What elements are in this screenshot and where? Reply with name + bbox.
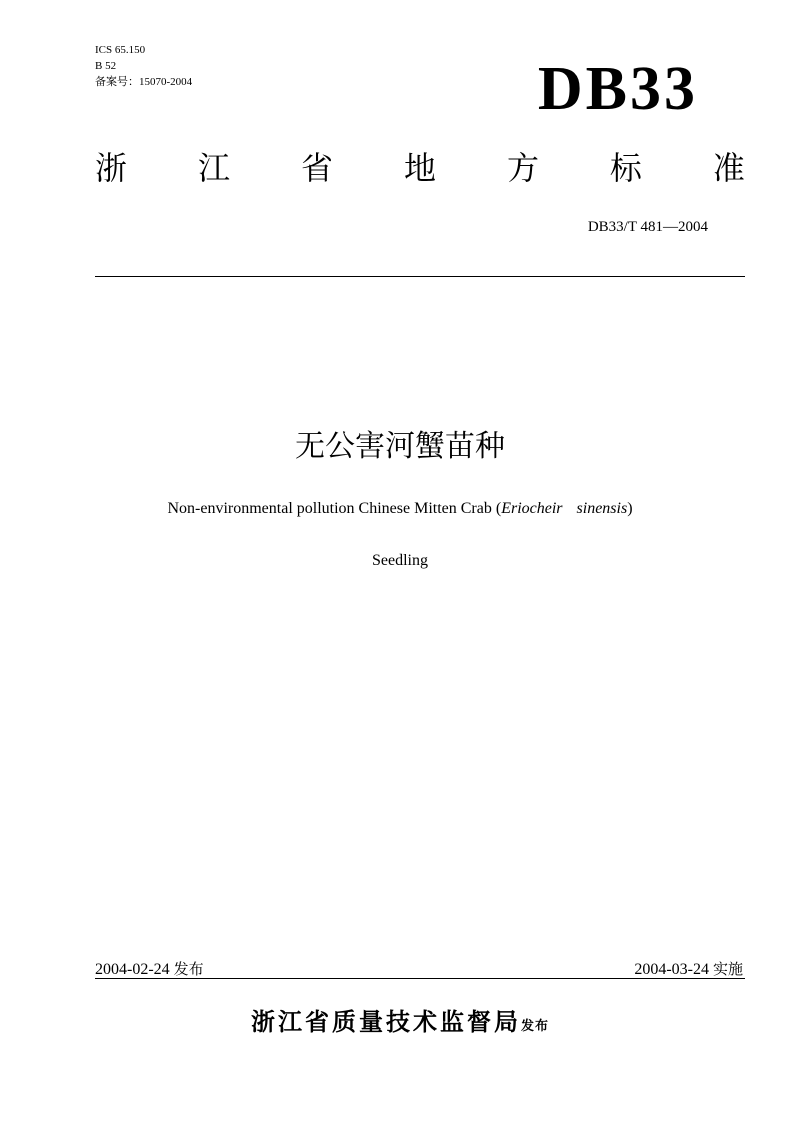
title-species: sinensis xyxy=(576,500,628,517)
title-english-suffix: ) xyxy=(627,500,633,517)
standard-type-char: 江 xyxy=(197,149,230,187)
standard-type-char: 浙 xyxy=(95,149,128,187)
title-english-line2: Seedling xyxy=(372,552,428,569)
standard-type-char: 标 xyxy=(609,149,642,187)
header-divider xyxy=(95,276,745,277)
standard-type-char: 地 xyxy=(403,149,436,187)
standard-type-heading xyxy=(95,148,745,188)
db33-logo: DB33 xyxy=(537,55,698,123)
implement-label: 实施 xyxy=(712,960,743,978)
issuer-name: 浙江省质量技术监督局 xyxy=(250,1008,521,1036)
title-genus: Eriocheir xyxy=(501,500,563,517)
document-metadata xyxy=(95,42,192,90)
title-english xyxy=(0,500,800,518)
issue-date-block xyxy=(95,958,204,979)
implement-date-block xyxy=(634,958,743,979)
issue-label: 发布 xyxy=(173,960,204,978)
standard-number: DB33/T 481—2004 xyxy=(587,219,708,235)
ics-code: ICS 65.150 xyxy=(95,44,146,56)
title-chinese: 无公害河蟹苗种 xyxy=(295,429,505,464)
issue-date: 2004-02-24 xyxy=(95,961,170,978)
ccs-code: B 52 xyxy=(95,60,117,72)
standard-type-char: 省 xyxy=(300,149,333,187)
standard-type-char: 方 xyxy=(506,149,539,187)
issuing-authority xyxy=(0,1002,800,1037)
standard-type-char: 准 xyxy=(712,149,745,187)
implement-date: 2004-03-24 xyxy=(634,961,709,978)
footer-divider xyxy=(95,978,745,979)
title-english-prefix: Non-environmental pollution Chinese Mitten Crab ( xyxy=(167,500,502,517)
filing-number: 备案号：15070-2004 xyxy=(95,76,193,88)
issuer-action: 发布 xyxy=(520,1019,549,1034)
